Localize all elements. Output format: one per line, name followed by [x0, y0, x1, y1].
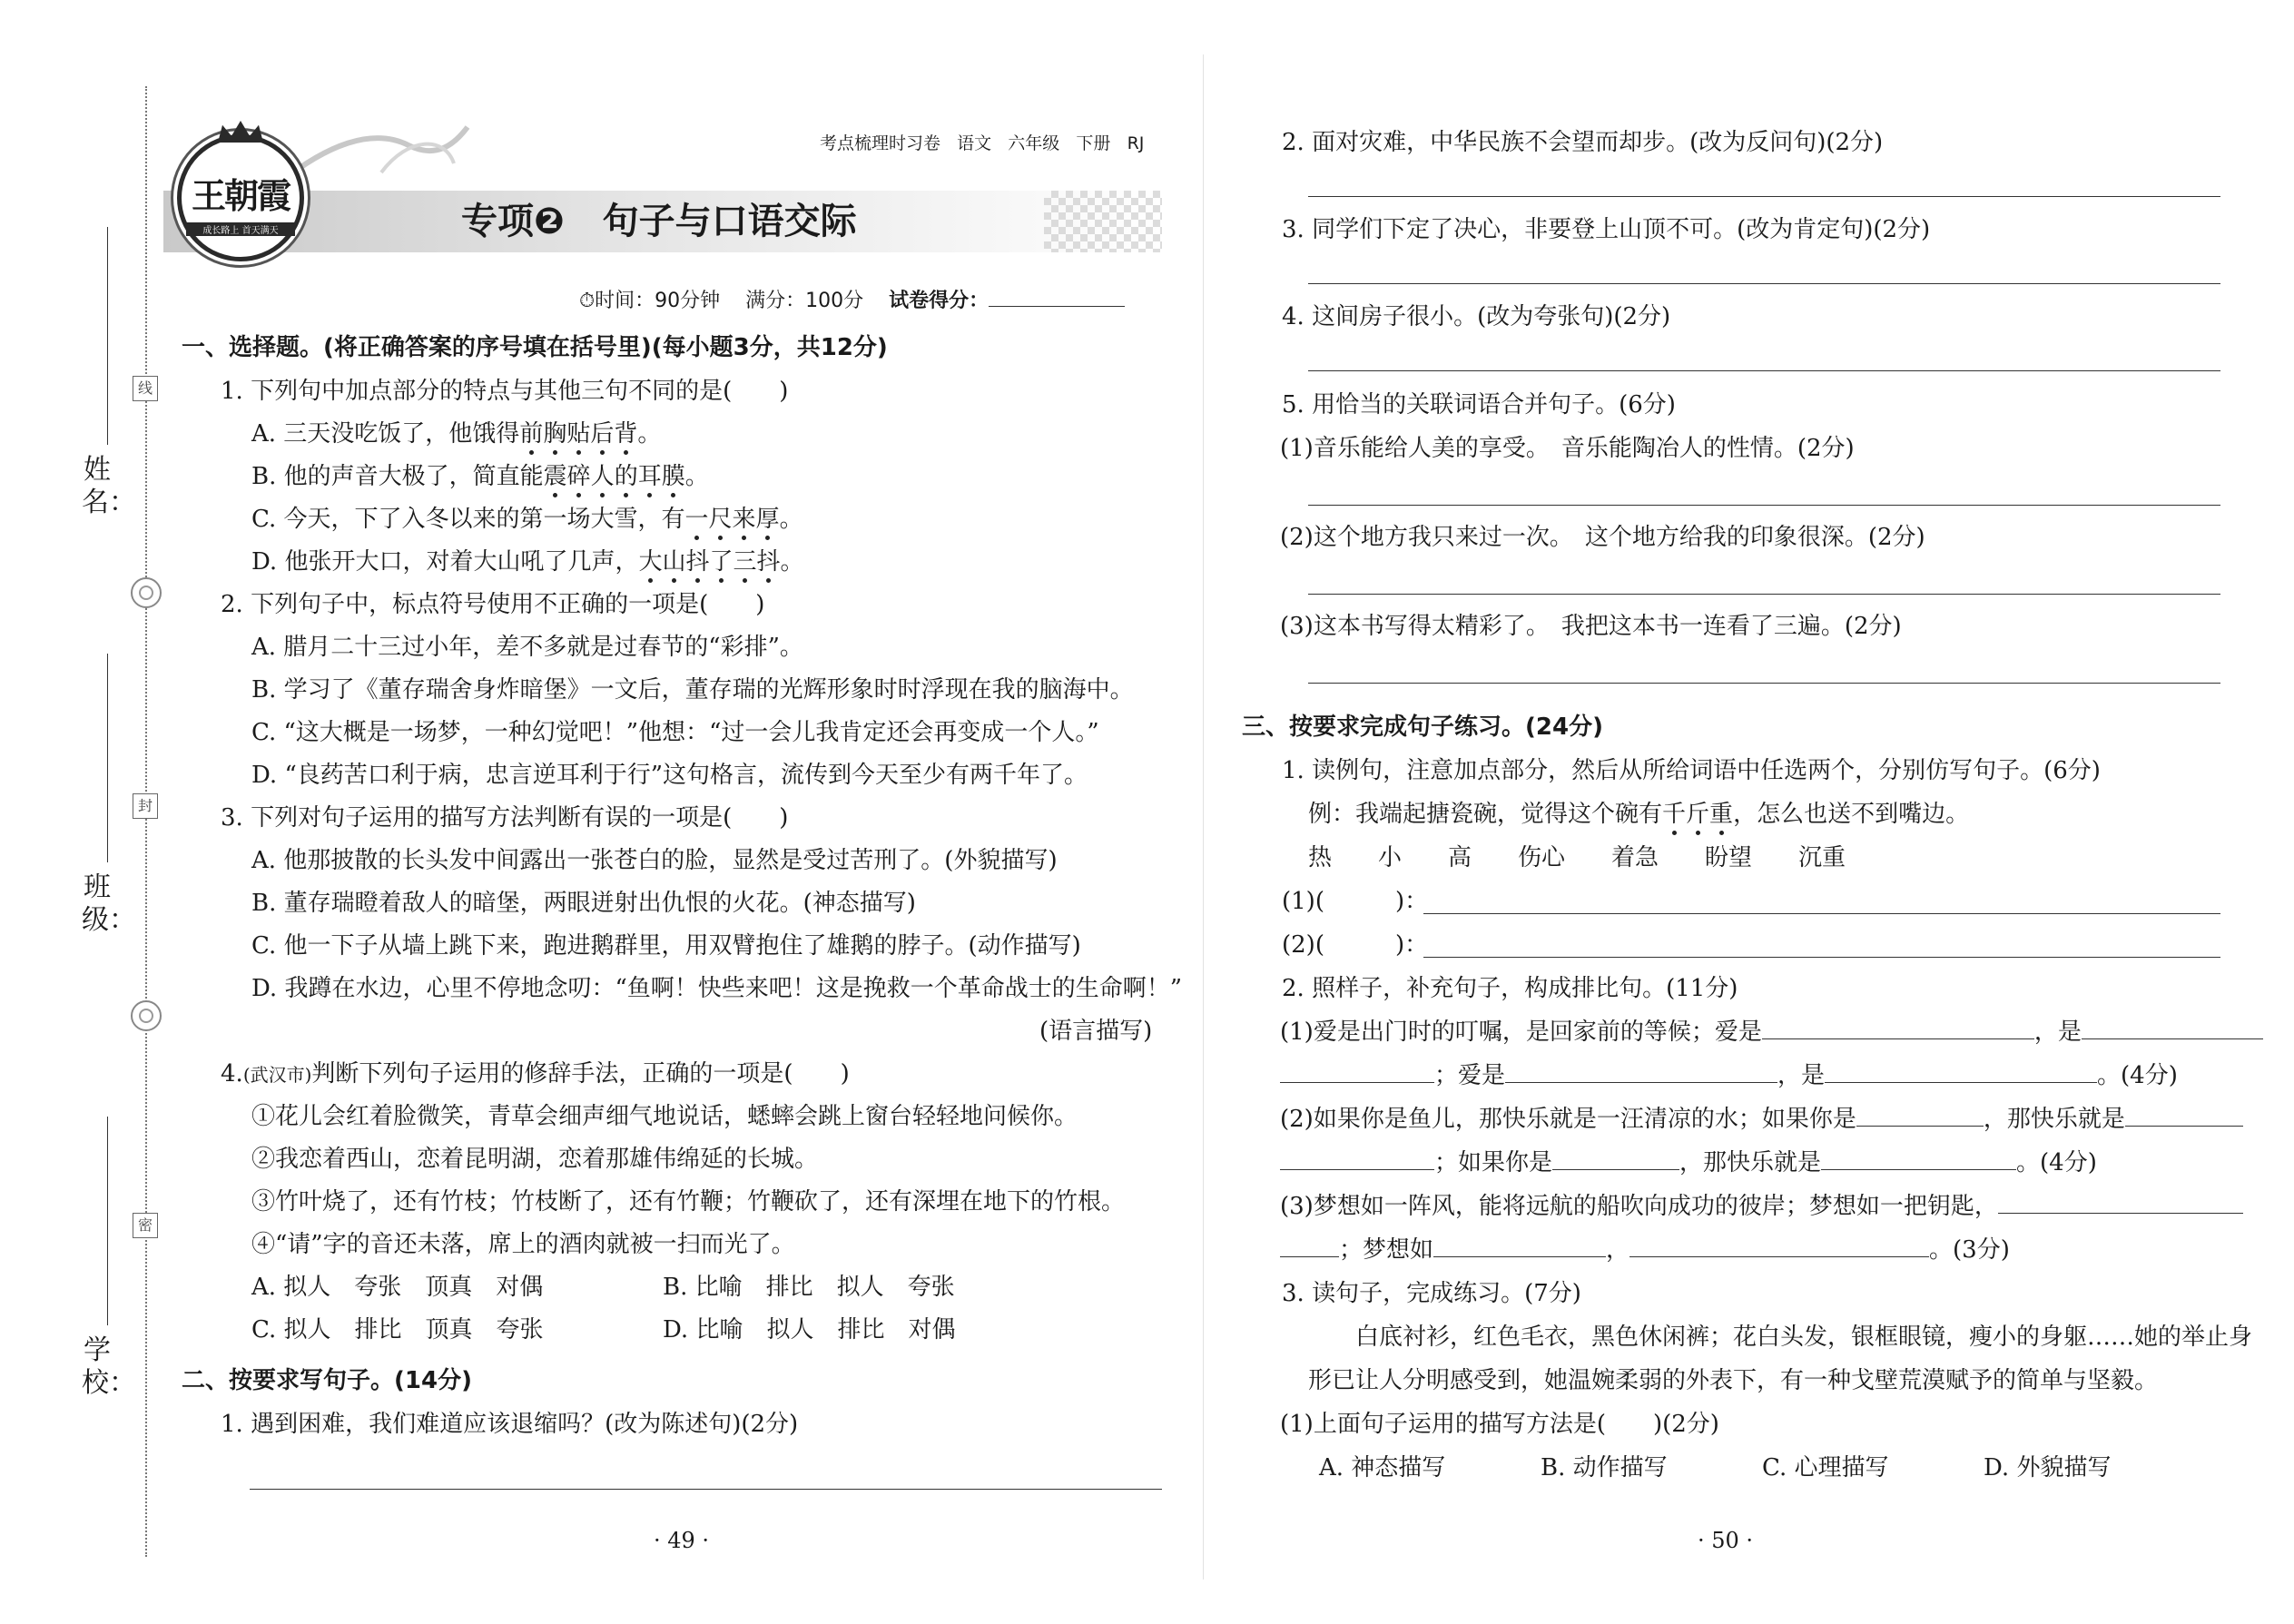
q1-option-d: D. 他张开大口，对着大山吼了几声，大山抖了三抖。: [251, 548, 804, 576]
q3-option-d-tag: (语言描写): [1039, 1018, 1153, 1045]
s2-q4-stem: 4. 这间房子很小。(改为夸张句)(2分): [1282, 303, 1671, 330]
q3-option-c: C. 他一下子从墙上跳下来，跑进鹅群里，用双臂抱住了雄鹅的脖子。(动作描写): [251, 932, 1081, 960]
title-prefix: 专项: [461, 201, 534, 242]
blank[interactable]: [1825, 1060, 2097, 1083]
q4-sentence-4: ④“请”字的音还未落，席上的酒肉就被一扫而光了。: [251, 1231, 795, 1258]
s3-q3-passage-line1: 白底衬衫，红色毛衣，黑色休闲裤；花白头发，银框眼镜，瘦小的身躯……她的举止身: [1355, 1324, 2253, 1351]
page-title: [461, 198, 857, 245]
s3-q2-1-line1: (1)爱是出门时的叮嘱，是回家前的等候；爱是 ，是: [1280, 1017, 2263, 1048]
q4-option-d: D. 比喻 拟人 排比 对偶: [663, 1316, 956, 1343]
emphasized-text: 千斤重: [1662, 801, 1734, 828]
q4-sentence-1: ①花儿会红着脸微笑，青草会细声细气地说话，蟋蟀会跳上窗台轻轻地问候你。: [251, 1103, 1078, 1130]
q4-stem: 4.(武汉市)判断下列句子运用的修辞手法，正确的一项是( ): [221, 1060, 850, 1088]
title-main: 句子与口语交际: [602, 201, 857, 242]
q4-option-c: C. 拟人 排比 顶真 夸张: [251, 1316, 544, 1343]
s3-q3-option-b: B. 动作描写: [1541, 1454, 1668, 1481]
title-number: ❷: [534, 201, 565, 242]
s3-q1-example: 例：我端起搪瓷碗，觉得这个碗有千斤重，怎么也送不到嘴边。: [1308, 801, 1970, 828]
s3-q2-2-line2: ；如果你是 ，那快乐就是 。(4分): [1280, 1147, 2097, 1178]
blank[interactable]: [1762, 1017, 2034, 1039]
q3-option-a: A. 他那披散的长头发中间露出一张苍白的脸，显然是受过苦刑了。(外貌描写): [251, 847, 1058, 874]
emphasized-text: 震碎人的耳膜: [543, 463, 685, 490]
q1-option-a: A. 三天没吃饭了，他饿得前胸贴后背。: [251, 420, 662, 448]
s2-q5-1: (1)音乐能给人美的享受。 音乐能陶冶人的性情。(2分): [1280, 435, 1855, 462]
school-write-line[interactable]: [107, 1117, 108, 1325]
s2-q3-answer-line[interactable]: [1308, 283, 2220, 284]
page-divider: [1203, 54, 1204, 1580]
s3-q3-passage-line2: 形已让人分明感受到，她温婉柔弱的外表下，有一种戈壁荒漠赋予的简单与坚毅。: [1308, 1367, 2159, 1394]
blank[interactable]: [1821, 1147, 2016, 1170]
q3-option-d: D. 我蹲在水边，心里不停地念叨：“鱼啊！快些来吧！这是挽救一个革命战士的生命啊！”: [251, 975, 1183, 1002]
s3-q1-stem: 1. 读例句，注意加点部分，然后从所给词语中任选两个，分别仿写句子。(6分): [1282, 757, 2101, 784]
blank[interactable]: [1280, 1147, 1434, 1170]
s3-q2-3-line2: ；梦想如 ， 。(3分): [1280, 1235, 2010, 1265]
school-label: 学校：: [82, 1334, 136, 1399]
s3-q1-word-2: 小: [1378, 844, 1403, 871]
blank[interactable]: [1280, 1060, 1434, 1083]
s3-q2-3-line1: (3)梦想如一阵风，能将远航的船吹向成功的彼岸；梦想如一把钥匙，: [1280, 1191, 2243, 1222]
margin-mark-mi: 密: [133, 1213, 158, 1238]
q2-option-d: D. “良药苦口利于病，忠言逆耳利于行”这句格言，流传到今天至少有两千年了。: [251, 762, 1088, 789]
blank[interactable]: [1505, 1060, 1777, 1083]
margin-knot-icon: [131, 577, 162, 608]
s3-q1-blank-2-line[interactable]: [1423, 957, 2220, 958]
blank[interactable]: [1280, 1235, 1339, 1257]
s3-q2-stem: 2. 照样子，补充句子，构成排比句。(11分): [1282, 975, 1738, 1002]
banner-checker-pattern: [1044, 191, 1162, 252]
blank[interactable]: [1433, 1235, 1606, 1257]
s3-q1-blank-1-label: (1)( )：: [1282, 888, 1429, 915]
s2-q2-stem: 2. 面对灾难，中华民族不会望而却步。(改为反问句)(2分): [1282, 129, 1884, 156]
header-series: 考点梳理时习卷: [820, 133, 941, 153]
emphasized-text: 前胸贴后背: [519, 420, 638, 448]
q2-option-b: B. 学习了《董存瑞舍身炸暗堡》一文后，董存瑞的光辉形象时时浮现在我的脑海中。: [251, 676, 1134, 704]
binding-dotted-line: [145, 86, 147, 1557]
q1-option-c: C. 今天，下了入冬以来的第一场大雪，有一尺来厚。: [251, 506, 803, 533]
s3-q3-stem: 3. 读句子，完成练习。(7分): [1282, 1280, 1581, 1307]
s2-q5-3-answer-line[interactable]: [1308, 683, 2220, 684]
s2-q5-2: (2)这个地方我只来过一次。 这个地方给我的印象很深。(2分): [1280, 524, 1925, 551]
blank[interactable]: [1552, 1147, 1679, 1170]
exam-full-score: 满分：100分: [745, 290, 864, 312]
blank[interactable]: [1856, 1104, 1984, 1127]
s3-q1-word-7: 沉重: [1798, 844, 1846, 871]
score-field[interactable]: [989, 284, 1125, 307]
section-3-heading: 三、按要求完成句子练习。(24分): [1242, 714, 1603, 741]
emphasized-text: 大山抖了三抖: [638, 548, 781, 576]
logo: [177, 134, 304, 261]
s3-q1-word-4: 伤心: [1518, 844, 1566, 871]
s3-q2-2-line1: (2)如果你是鱼儿，那快乐就是一汪清凉的水；如果你是 ，那快乐就是: [1280, 1104, 2243, 1135]
name-label: 姓名：: [82, 454, 136, 518]
blank[interactable]: [2082, 1017, 2263, 1039]
class-write-line[interactable]: [107, 654, 108, 862]
header-volume: 下册: [1076, 133, 1111, 153]
logo-name: 王朝霞: [191, 175, 290, 216]
exam-time: 时间：90分钟: [595, 290, 721, 312]
s3-q3-1-stem: (1)上面句子运用的描写方法是( )(2分): [1280, 1411, 1719, 1438]
s3-q1-word-6: 盼望: [1705, 844, 1753, 871]
q4-option-b: B. 比喻 排比 拟人 夸张: [663, 1274, 955, 1301]
q4-region: (武汉市): [242, 1064, 312, 1086]
s3-q2-1-line2: ；爱是 ，是 。(4分): [1280, 1060, 2178, 1091]
s2-q5-2-answer-line[interactable]: [1308, 594, 2220, 595]
s2-q5-stem: 5. 用恰当的关联词语合并句子。(6分): [1282, 391, 1676, 418]
name-write-line[interactable]: [107, 227, 108, 445]
section-1-heading: 一、选择题。(将正确答案的序号填在括号里)(每小题3分，共12分): [182, 334, 888, 361]
s2-q4-answer-line[interactable]: [1308, 370, 2220, 371]
s2-q5-1-answer-line[interactable]: [1308, 505, 2220, 506]
blank[interactable]: [1998, 1191, 2243, 1214]
s3-q1-word-5: 着急: [1611, 844, 1659, 871]
page-number-left: · 49 ·: [654, 1528, 710, 1553]
section-2-heading: 二、按要求写句子。(14分): [182, 1367, 472, 1394]
q2-stem: 2. 下列句子中，标点符号使用不正确的一项是( ): [221, 591, 765, 618]
exam-score-label: 试卷得分：: [889, 290, 989, 312]
s3-q1-word-3: 高: [1448, 844, 1472, 871]
s2-q2-answer-line[interactable]: [1308, 196, 2220, 197]
s2-q3-stem: 3. 同学们下定了决心，非要登上山顶不可。(改为肯定句)(2分): [1282, 216, 1931, 243]
s2-q1-answer-line[interactable]: [250, 1489, 1162, 1490]
header-subject: 语文: [957, 133, 992, 153]
crown-icon: [218, 121, 263, 143]
header-line: [820, 130, 1144, 154]
q3-stem: 3. 下列对句子运用的描写方法判断有误的一项是( ): [221, 804, 789, 832]
s2-q5-3: (3)这本书写得太精彩了。 我把这本书一连看了三遍。(2分): [1280, 613, 1902, 640]
header-grade: 六年级: [1008, 133, 1060, 153]
s3-q1-word-1: 热: [1308, 844, 1333, 871]
s3-q1-blank-1-line[interactable]: [1423, 913, 2220, 914]
emphasized-text: 一尺来厚: [684, 506, 780, 533]
page-number-right: · 50 ·: [1698, 1528, 1754, 1553]
blank[interactable]: [2125, 1104, 2243, 1127]
margin-knot-icon: [131, 1000, 162, 1031]
margin-mark-feng: 封: [133, 793, 158, 819]
q1-option-b: B. 他的声音大极了，简直能震碎人的耳膜。: [251, 463, 709, 490]
s3-q3-option-c: C. 心理描写: [1762, 1454, 1889, 1481]
logo-motto: 成长路上 首天满天: [186, 222, 295, 236]
q3-option-b: B. 董存瑞瞪着敌人的暗堡，两眼迸射出仇恨的火花。(神态描写): [251, 890, 916, 917]
margin-mark-xian: 线: [133, 376, 158, 401]
class-label: 班级：: [82, 871, 136, 936]
q4-sentence-3: ③竹叶烧了，还有竹枝；竹枝断了，还有竹鞭；竹鞭砍了，还有深埋在地下的竹根。: [251, 1188, 1126, 1216]
q4-sentence-2: ②我恋着西山，恋着昆明湖，恋着那雄伟绵延的长城。: [251, 1146, 819, 1173]
s3-q3-option-a: A. 神态描写: [1319, 1454, 1446, 1481]
q4-option-a: A. 拟人 夸张 顶真 对偶: [251, 1274, 544, 1301]
header-edition: RJ: [1127, 133, 1145, 153]
exam-info: [579, 284, 1125, 315]
q2-option-a: A. 腊月二十三过小年，差不多就是过春节的“彩排”。: [251, 634, 803, 661]
q1-stem: 1. 下列句中加点部分的特点与其他三句不同的是( ): [221, 378, 789, 405]
s3-q1-blank-2-label: (2)( )：: [1282, 931, 1429, 959]
blank[interactable]: [1629, 1235, 1929, 1257]
s3-q3-option-d: D. 外貌描写: [1984, 1454, 2112, 1481]
clock-icon: ⏱: [579, 290, 596, 312]
q2-option-c: C. “这大概是一场梦，一种幻觉吧！”他想：“过一会儿我肯定还会再变成一个人。”: [251, 719, 1099, 746]
s2-q1-stem: 1. 遇到困难，我们难道应该退缩吗？(改为陈述句)(2分): [221, 1411, 799, 1438]
